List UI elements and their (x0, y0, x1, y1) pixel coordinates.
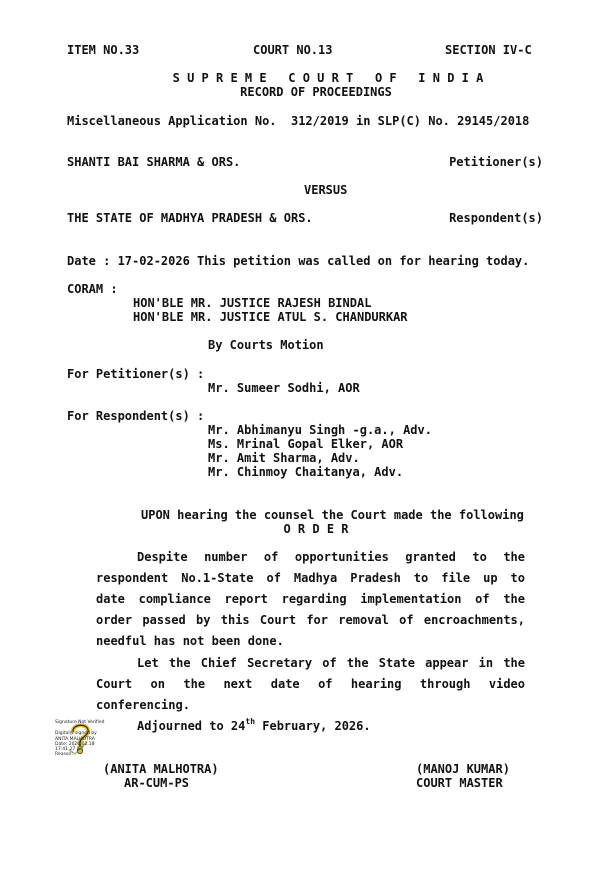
signature-line-3: ANITA MALHOTRA (55, 736, 95, 742)
signature-line-5: 17:41:27 IST (55, 747, 84, 753)
right-signatory-name: (MANOJ KUMAR) (416, 762, 510, 776)
respondent-name: THE STATE OF MADHYA PRADESH & ORS. (67, 211, 313, 225)
petitioner-counsel: Mr. Sumeer Sodhi, AOR (208, 381, 360, 395)
petitioner-name: SHANTI BAI SHARMA & ORS. (67, 155, 241, 169)
coram-label: CORAM : (67, 282, 118, 296)
order-para1-line4: order passed by this Court for removal of encroachments, (96, 613, 525, 627)
order-para2-line3: conferencing. (96, 698, 190, 712)
order-para2-line2: Court on the next date of hearing through video (96, 677, 525, 691)
order-para1-line2: respondent No.1-State of Madhya Pradesh to file up to (96, 571, 525, 585)
judge-1: HON'BLE MR. JUSTICE RAJESH BINDAL (133, 296, 372, 310)
court-number: COURT NO.13 (253, 43, 333, 57)
order-heading: O R D E R (283, 522, 349, 536)
order-para1-line1: Despite number of opportunities granted to the (137, 550, 525, 564)
respondent-counsel-1: Mr. Abhimanyu Singh -g.a., Adv. (208, 423, 432, 437)
courts-motion: By Courts Motion (208, 338, 324, 352)
petitioner-role: Petitioner(s) (449, 155, 543, 169)
section: SECTION IV-C (445, 43, 532, 57)
digital-signature-stamp (55, 720, 117, 758)
respondent-counsel-2: Ms. Mrinal Gopal Elker, AOR (208, 437, 404, 451)
upon-hearing: UPON hearing the counsel the Court made the following (141, 508, 524, 522)
versus: VERSUS (304, 183, 348, 197)
judge-2: HON'BLE MR. JUSTICE ATUL S. CHANDURKAR (133, 310, 408, 324)
order-para1-line5: needful has not been done. (96, 634, 284, 648)
case-number: Miscellaneous Application No. 312/2019 in SLP(C) No. 29145/2018 (67, 114, 530, 128)
left-signatory-name: (ANITA MALHOTRA) (103, 762, 219, 776)
signature-line-6: Reason: (55, 752, 73, 758)
petitioner-counsel-label: For Petitioner(s) : (67, 367, 205, 381)
left-signatory-title: AR-CUM-PS (124, 776, 190, 790)
order-para1-line3: date compliance report regarding implementation of the (96, 592, 525, 606)
signature-line-1: Signature Not Verified (55, 720, 105, 725)
respondent-counsel-label: For Respondent(s) : (67, 409, 205, 423)
adjourned-line: Adjourned to 24th February, 2026. (137, 717, 371, 733)
right-signatory-title: COURT MASTER (416, 776, 503, 790)
respondent-counsel-4: Mr. Chinmoy Chaitanya, Adv. (208, 465, 404, 479)
respondent-counsel-3: Mr. Amit Sharma, Adv. (208, 451, 360, 465)
item-number: ITEM NO.33 (67, 43, 140, 57)
court-title: S U P R E M E C O U R T O F I N D I A (172, 71, 484, 85)
order-para2-line1: Let the Chief Secretary of the State appear in the (137, 656, 525, 670)
signature-line-2: Digitally signed by (55, 731, 97, 737)
respondent-role: Respondent(s) (449, 211, 543, 225)
record-of-proceedings: RECORD OF PROCEEDINGS (240, 85, 392, 99)
signature-line-4: Date: 2026.02.18 (55, 741, 95, 747)
hearing-date: Date : 17-02-2026 This petition was called on for hearing today. (67, 254, 530, 268)
